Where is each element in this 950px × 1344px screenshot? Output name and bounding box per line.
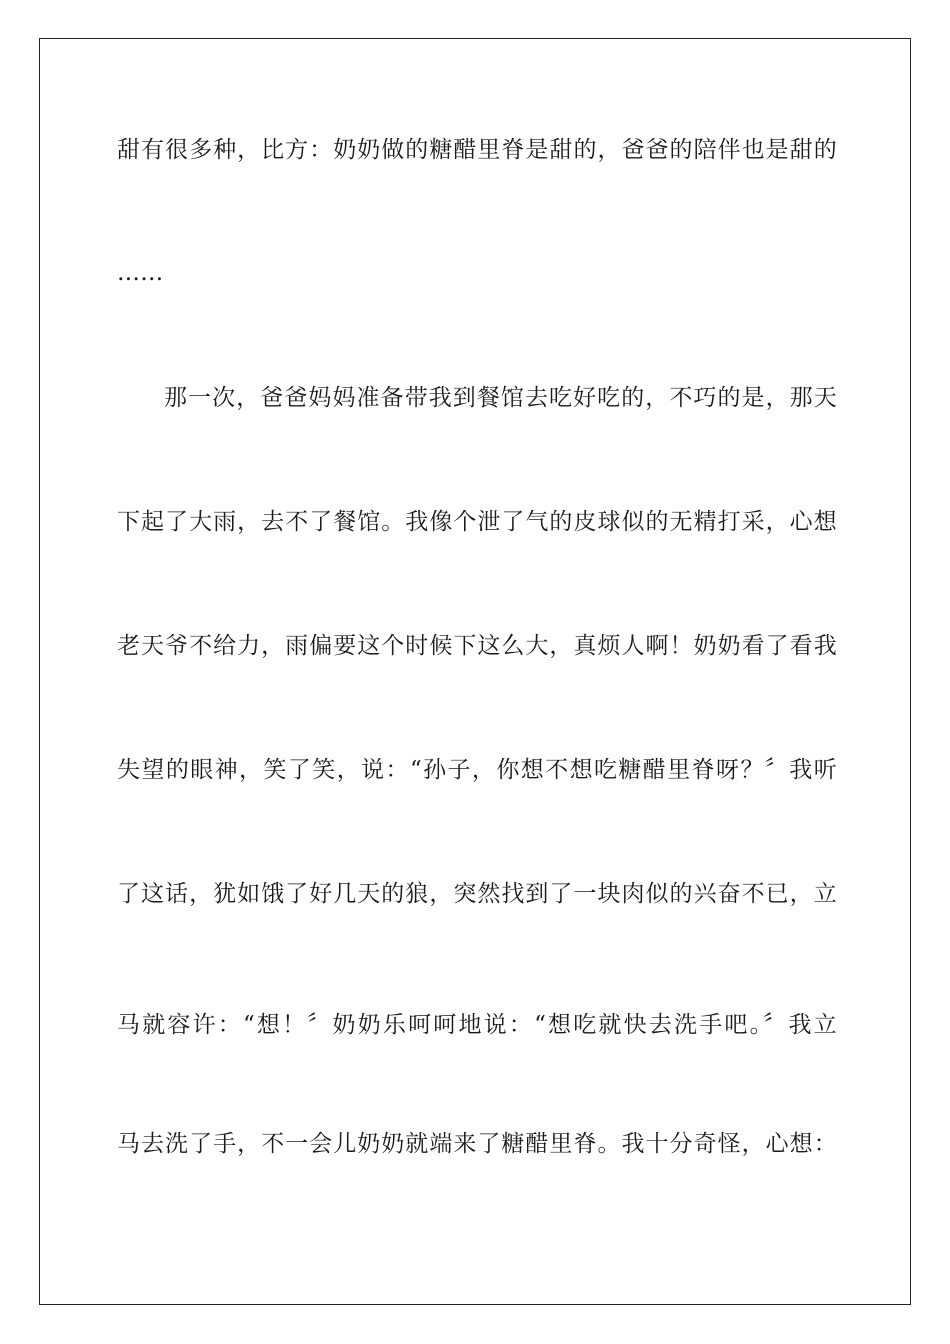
paragraph-line-4: 下起了大雨，去不了餐馆。我像个泄了气的皮球似的无精打采，心想 [117, 509, 837, 535]
page-border [39, 38, 911, 1305]
paragraph-line-6: 失望的眼神，笑了笑，说：“孙子，你想不想吃糖醋里脊呀？〞我听 [117, 757, 837, 783]
paragraph-line-5: 老天爷不给力，雨偏要这个时候下这么大，真烦人啊！奶奶看了看我 [117, 633, 837, 659]
paragraph-line-8: 马就容许：“想！〞奶奶乐呵呵地说：“想吃就快去洗手吧。〞我立 [117, 1012, 837, 1038]
paragraph-line-9: 马去洗了手，不一会儿奶奶就端来了糖醋里脊。我十分奇怪，心想： [117, 1131, 837, 1157]
paragraph-line-2: …… [117, 260, 164, 286]
paragraph-line-1: 甜有很多种，比方：奶奶做的糖醋里脊是甜的，爸爸的陪伴也是甜的 [117, 137, 837, 163]
paragraph-line-7: 了这话，犹如饿了好几天的狼，突然找到了一块肉似的兴奋不已，立 [117, 881, 837, 907]
paragraph-line-3: 那一次，爸爸妈妈准备带我到餐馆去吃好吃的，不巧的是，那天 [164, 385, 837, 411]
